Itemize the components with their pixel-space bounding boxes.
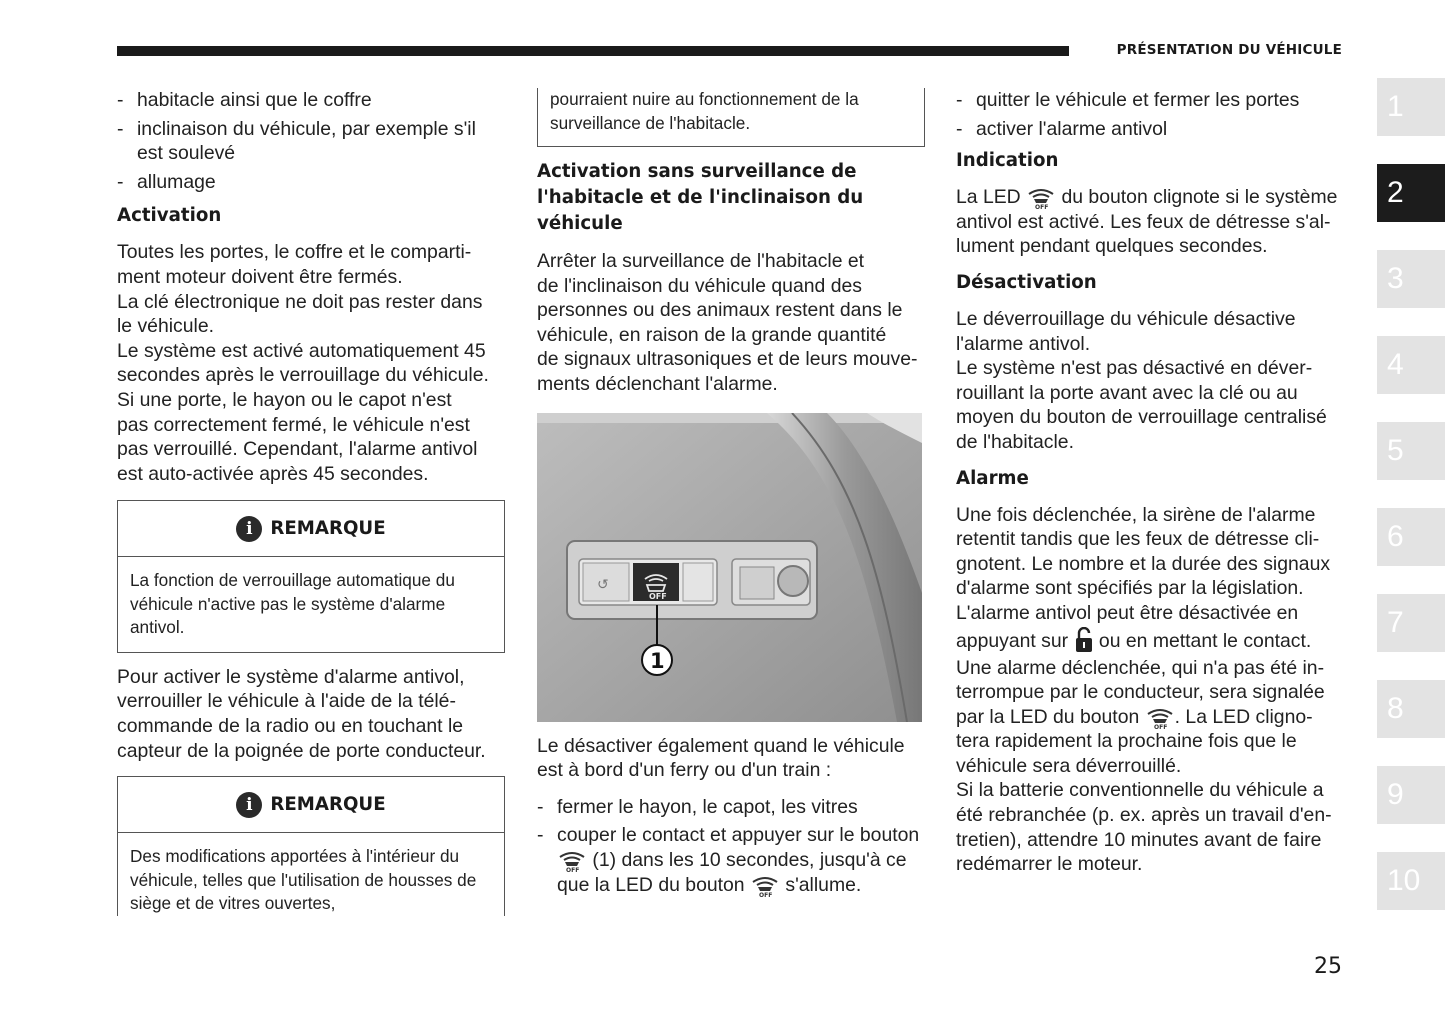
bullet-list <box>956 88 1344 141</box>
note-title: REMARQUE <box>270 518 386 540</box>
text-line: redémarrer le moteur. <box>956 853 1143 876</box>
text-line: Le déverrouillage du véhicule désactive <box>956 307 1296 330</box>
deactivation-paragraph <box>537 249 925 397</box>
chapter-tab-10[interactable]: 10 <box>1377 852 1445 910</box>
text-span: couper le contact et appuyer sur le bouton <box>557 824 920 847</box>
text-line: véhicule, en raison de la grande quantité <box>537 323 887 346</box>
text-line: véhicule sera déverrouillé. <box>956 754 1182 777</box>
alarm-off-icon <box>1145 707 1175 729</box>
text-line: pas correctement fermé, le véhicule n'est <box>117 413 470 436</box>
note-header <box>118 777 504 833</box>
chapter-tab-1[interactable]: 1 <box>1377 78 1445 136</box>
text-line: est auto-activée après 45 secondes. <box>117 462 429 485</box>
dashboard-illustration <box>537 413 922 722</box>
note-text: Des modifications apportées à l'intérieur du véhicule, telles que l'utilisation de housses de siège et de vitres ouvertes, <box>130 846 477 914</box>
text-span: ou en mettant le contact. <box>1098 629 1312 652</box>
note-box <box>117 500 505 653</box>
text-line: Si une porte, le hayon ou le capot n'est <box>117 388 452 411</box>
svg-text:1: 1 <box>650 648 665 673</box>
text-line: verrouiller le véhicule à l'aide de la télé- <box>117 690 456 713</box>
svg-text:OFF: OFF <box>1153 723 1167 729</box>
text-line: l'alarme antivol. <box>956 332 1091 355</box>
text-line: personnes ou des animaux restent dans le <box>537 299 903 322</box>
chapter-tab-5[interactable]: 5 <box>1377 422 1445 480</box>
activation-heading: Activation <box>117 205 222 227</box>
svg-text:OFF: OFF <box>566 866 580 872</box>
text-line: Pour activer le système d'alarme antivol, <box>117 665 465 688</box>
note-title: REMARQUE <box>270 794 386 816</box>
text-line: tera rapidement la prochaine fois que le <box>956 730 1297 753</box>
text-line: pas verrouillé. Cependant, l'alarme antivol <box>117 438 478 461</box>
text-span: par la LED du bouton <box>956 705 1140 728</box>
chapter-tab-2[interactable]: 2 <box>1377 164 1445 222</box>
svg-text:↺: ↺ <box>597 576 609 593</box>
chapter-tab-4[interactable]: 4 <box>1377 336 1445 394</box>
alarm-heading: Alarme <box>956 467 1029 489</box>
text-line: La clé électronique ne doit pas rester dans <box>117 290 483 313</box>
text-line <box>956 626 1344 656</box>
indication-heading: Indication <box>956 150 1059 172</box>
activation-instructions <box>117 665 505 763</box>
chapter-tab-9[interactable]: 9 <box>1377 766 1445 824</box>
list-item: - quitter le véhicule et fermer les portes <box>956 88 1344 113</box>
info-icon: i <box>236 516 262 542</box>
text-span: (1) dans les 10 secondes, jusqu'à ce que la LED du bouton <box>557 848 907 896</box>
note-text: La fonction de verrouillage automatique du véhicule n'active pas le système d'alarme antivol. <box>130 570 455 638</box>
header-rule <box>117 46 1069 56</box>
alarm-paragraph <box>956 503 1344 877</box>
section-title: PRÉSENTATION DU VÉHICULE <box>1116 42 1342 58</box>
text-line: ment moteur doivent être fermés. <box>117 265 403 288</box>
text-span: s'allume. <box>785 873 862 896</box>
text-line: de l'habitacle. <box>956 430 1074 453</box>
text-line: Le système n'est pas désactivé en déver- <box>956 357 1313 380</box>
unlock-icon <box>1074 627 1094 653</box>
dashboard-photo <box>537 413 922 722</box>
list-item: - fermer le hayon, le capot, les vitres <box>537 795 925 820</box>
text-line: Si la batterie conventionnelle du véhicule a <box>956 779 1324 802</box>
text-line: capteur de la poignée de porte conducteur. <box>117 739 486 762</box>
text-line: commande de la radio ou en touchant le <box>117 715 464 737</box>
text-line: ments déclenchant l'alarme. <box>537 372 778 395</box>
text-span: La LED <box>956 186 1021 209</box>
text-line: retentit tandis que les feux de détresse cli- <box>956 528 1320 551</box>
note-box <box>117 776 505 916</box>
svg-text:OFF: OFF <box>758 891 773 897</box>
chapter-tab-6[interactable]: 6 <box>1377 508 1445 566</box>
text-line: d'alarme sont spécifiés par la législation. <box>956 577 1304 600</box>
text-line: été rebranchée (p. ex. après un travail d'en- <box>956 804 1332 827</box>
paragraph: Le désactiver également quand le véhicule est à bord d'un ferry ou d'un train : <box>537 734 905 782</box>
text-line: gnotent. Le nombre et la durée des signaux <box>956 552 1331 575</box>
list-item <box>537 823 925 897</box>
chapter-tab-8[interactable]: 8 <box>1377 680 1445 738</box>
text-line: de signaux ultrasoniques et de leurs mouve- <box>537 348 918 371</box>
list-item: - inclinaison du véhicule, par exemple s'il est soulevé <box>117 117 505 166</box>
text-line: de l'inclinaison du véhicule quand des <box>537 274 862 297</box>
list-item: - habitacle ainsi que le coffre <box>117 88 505 113</box>
indication-paragraph <box>956 185 1344 259</box>
text-line: Une alarme déclenchée, qui n'a pas été in- <box>956 656 1325 679</box>
text-line: tretien), attendre 10 minutes avant de faire <box>956 828 1322 851</box>
text-span: . La LED cligno- <box>1174 705 1313 728</box>
text-line: Le système est activé automatiquement 45 <box>117 339 486 362</box>
list-item: - activer l'alarme antivol <box>956 117 1344 142</box>
chapter-tab-7[interactable]: 7 <box>1377 594 1445 652</box>
deactivation-paragraph <box>956 307 1344 455</box>
text-line: secondes après le verrouillage du véhicule. <box>117 364 489 387</box>
text-span: du bouton clignote si le système antivol est activé. Les feux de détresse s'al-lument pendant quelques secondes. <box>956 186 1338 258</box>
activation-paragraph <box>117 240 505 486</box>
chapter-tab-3[interactable]: 3 <box>1377 250 1445 308</box>
page-number: 25 <box>1314 954 1342 979</box>
info-icon: i <box>236 792 262 818</box>
text-line: moyen du bouton de verrouillage centralisé <box>956 406 1327 429</box>
bullet-list <box>537 795 925 897</box>
text-line: L'alarme antivol peut être désactivée en <box>956 601 1299 624</box>
list-item: - allumage <box>117 170 505 195</box>
text-line: Une fois déclenchée, la sirène de l'alarme <box>956 503 1316 526</box>
alarm-off-icon <box>750 875 780 897</box>
alarm-off-icon <box>1026 187 1056 209</box>
text-span: appuyant sur <box>956 629 1069 652</box>
note-continuation: pourraient nuire au fonctionnement de la surveillance de l'habitacle. <box>537 88 925 147</box>
svg-text:OFF: OFF <box>649 591 667 601</box>
deactivation-heading: Activation sans surveillance de l'habitacle et de l'inclinaison du véhicule <box>537 161 864 234</box>
text-line: le véhicule. <box>117 315 215 338</box>
column-2 <box>537 88 925 901</box>
text-line: rouillant la porte avant avec la clé ou au <box>956 381 1298 404</box>
text-line <box>956 705 1344 730</box>
note-header <box>118 501 504 557</box>
deactivation-heading: Désactivation <box>956 271 1097 293</box>
column-3 <box>956 88 1344 877</box>
bullet-list <box>117 88 505 194</box>
svg-text:OFF: OFF <box>1035 204 1049 210</box>
alarm-off-icon <box>557 850 587 872</box>
text-line: Arrêter la surveillance de l'habitacle et <box>537 250 865 272</box>
text-line: Toutes les portes, le coffre et le comparti- <box>117 241 472 264</box>
column-1 <box>117 88 505 916</box>
text-line: terrompue par le conducteur, sera signalée <box>956 681 1325 704</box>
